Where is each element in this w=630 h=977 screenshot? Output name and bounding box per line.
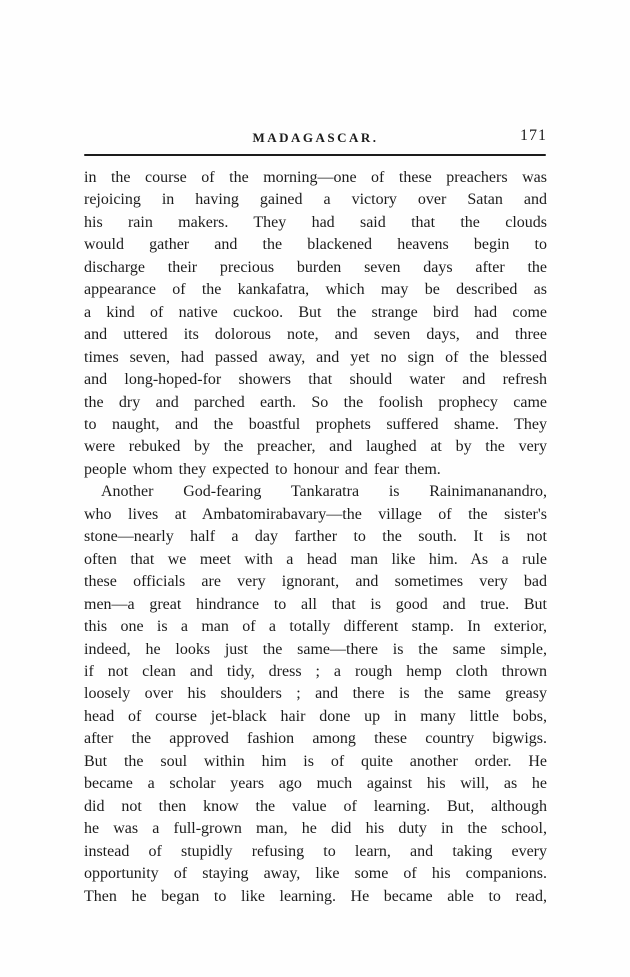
text-line: the dry and parched earth. So the foolish prophecy came xyxy=(84,393,547,411)
page-header xyxy=(84,127,547,151)
text-line: after the approved fashion among these country bigwigs. xyxy=(84,730,547,748)
running-head-title: MADAGASCAR. xyxy=(252,130,379,145)
text-line: stone—nearly half a day farther to the south. It is not xyxy=(84,528,547,546)
text-line: he was a full-grown man, he did his duty in the school, xyxy=(84,820,547,838)
text-line: appearance of the kankafatra, which may be described as xyxy=(84,281,547,299)
text-line: if not clean and tidy, dress ; a rough hemp cloth thrown xyxy=(84,662,547,680)
text-line: and long-hoped-for showers that should water and refresh xyxy=(84,371,547,389)
header-rule xyxy=(84,154,546,156)
text-line: often that we meet with a head man like him. As a rule xyxy=(84,550,547,568)
text-line: his rain makers. They had said that the clouds xyxy=(84,213,547,231)
text-line: this one is a man of a totally different stamp. In exterior, xyxy=(84,618,547,636)
text-line: to naught, and the boastful prophets suffered shame. They xyxy=(84,415,547,433)
text-line: Another God-fearing Tankaratra is Rainimananandro, xyxy=(101,483,547,501)
text-line: But the soul within him is of quite another order. He xyxy=(84,752,547,770)
text-line: a kind of native cuckoo. But the strange bird had come xyxy=(84,303,547,321)
text-line: indeed, he looks just the same—there is the same simple, xyxy=(84,640,547,658)
text-line: became a scholar years ago much against his will, as he xyxy=(84,775,547,793)
text-line: and uttered its dolorous note, and seven days, and three xyxy=(84,326,547,344)
text-line: instead of stupidly refusing to learn, and taking every xyxy=(84,842,547,860)
text-line: people whom they expected to honour and fear them. xyxy=(84,460,441,478)
text-line: rejoicing in having gained a victory over Satan and xyxy=(84,191,547,209)
text-line: would gather and the blackened heavens begin to xyxy=(84,236,547,254)
text-line: who lives at Ambatomirabavary—the village of the sister's xyxy=(84,505,547,523)
text-line: head of course jet-black hair done up in many little bobs, xyxy=(84,707,547,725)
text-line: these officials are very ignorant, and sometimes very bad xyxy=(84,573,547,591)
text-line: opportunity of staying away, like some of his companions. xyxy=(84,865,547,883)
body-text xyxy=(84,167,547,908)
text-line: were rebuked by the preacher, and laughed at by the very xyxy=(84,438,547,456)
text-line: Then he began to like learning. He became able to read, xyxy=(84,887,547,905)
text-line: discharge their precious burden seven days after the xyxy=(84,258,547,276)
text-line: did not then know the value of learning. But, although xyxy=(84,797,547,815)
text-line: in the course of the morning—one of these preachers was xyxy=(84,169,547,186)
text-line: times seven, had passed away, and yet no sign of the blessed xyxy=(84,348,547,366)
page-number: 171 xyxy=(520,127,547,144)
text-line: men—a great hindrance to all that is good and true. But xyxy=(84,595,547,613)
text-line: loosely over his shoulders ; and there is the same greasy xyxy=(84,685,547,703)
